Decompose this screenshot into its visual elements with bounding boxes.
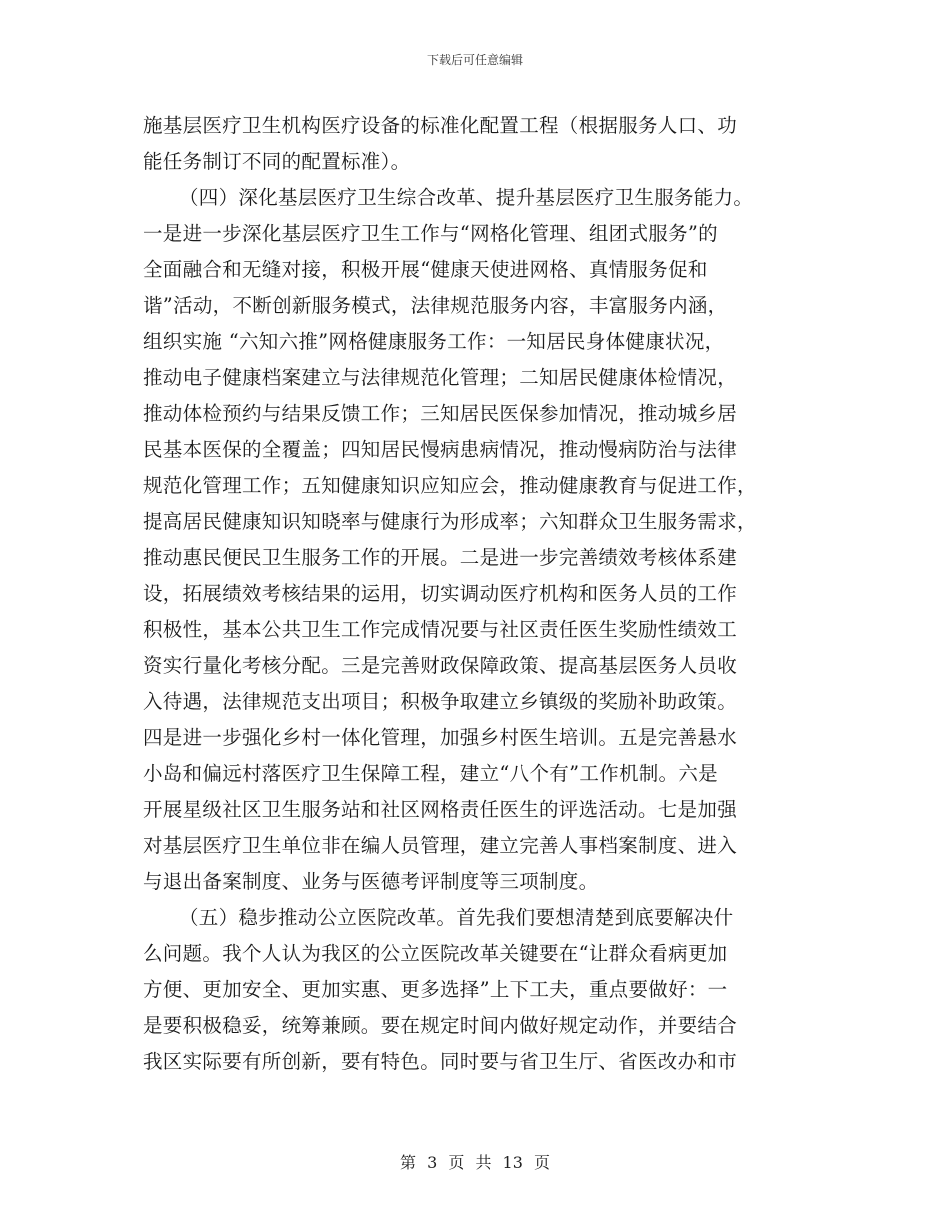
text-line: 对基层医疗卫生单位非在编人员管理，建立完善人事档案制度、进入 xyxy=(143,834,738,857)
text-line: 能任务制订不同的配置标准）。 xyxy=(143,150,411,173)
paragraph-start-line: （四）深化基层医疗卫生综合改革、提升基层医疗卫生服务能力。 xyxy=(179,186,754,209)
text-line: 开展星级社区卫生服务站和社区网格责任医生的评选活动。七是加强 xyxy=(143,798,738,821)
paragraph-start-line: （五）稳步推动公立医院改革。首先我们要想清楚到底要解决什 xyxy=(179,906,734,929)
text-line: 全面融合和无缝对接，积极开展“健康天使进网格、真情服务促和 xyxy=(143,258,708,281)
page-number-footer: 第 3 页 共 13 页 xyxy=(400,1153,550,1172)
page-header: 下载后可任意编辑 xyxy=(426,53,523,67)
text-line: 推动电子健康档案建立与法律规范化管理；二知居民健康体检情况， xyxy=(143,366,738,389)
text-line: 我区实际要有所创新，要有特色。同时要与省卫生厅、省医改办和市 xyxy=(143,1050,738,1073)
text-line: 推动惠民便民卫生服务工作的开展。二是进一步完善绩效考核体系建 xyxy=(143,546,738,569)
text-line: 么问题。我个人认为我区的公立医院改革关键要在“让群众看病更加 xyxy=(143,942,728,965)
text-line: 推动体检预约与结果反馈工作；三知居民医保参加情况，推动城乡居 xyxy=(143,402,738,425)
text-line: 与退出备案制度、业务与医德考评制度等三项制度。 xyxy=(143,870,599,893)
text-line: 是要积极稳妥，统筹兼顾。要在规定时间内做好规定动作，并要结合 xyxy=(143,1014,738,1037)
text-line: 民基本医保的全覆盖；四知居民慢病患病情况，推动慢病防治与法律 xyxy=(143,438,738,461)
text-line: 四是进一步强化乡村一体化管理，加强乡村医生培训。五是完善悬水 xyxy=(143,726,738,749)
text-line: 一是进一步深化基层医疗卫生工作与“网格化管理、组团式服务”的 xyxy=(143,222,718,245)
text-line: 谐”活动，不断创新服务模式，法律规范服务内容，丰富服务内涵， xyxy=(143,294,728,317)
text-line: 施基层医疗卫生机构医疗设备的标准化配置工程（根据服务人口、功 xyxy=(143,114,738,137)
text-line: 组织实施 “六知六推”网格健康服务工作：一知居民身体健康状况， xyxy=(143,330,725,353)
document-body xyxy=(143,108,805,1080)
text-line: 方便、更加安全、更加实惠、更多选择”上下工夫，重点要做好：一 xyxy=(143,978,728,1001)
text-line: 提高居民健康知识知晓率与健康行为形成率；六知群众卫生服务需求， xyxy=(143,510,757,533)
text-line: 资实行量化考核分配。三是完善财政保障政策、提高基层医务人员收 xyxy=(143,654,738,677)
text-line: 规范化管理工作；五知健康知识应知应会，推动健康教育与促进工作， xyxy=(143,474,757,497)
text-line: 积极性，基本公共卫生工作完成情况要与社区责任医生奖励性绩效工 xyxy=(143,618,738,641)
text-line: 设，拓展绩效考核结果的运用，切实调动医疗机构和医务人员的工作 xyxy=(143,582,738,605)
text-line: 小岛和偏远村落医疗卫生保障工程，建立“八个有”工作机制。六是 xyxy=(143,762,718,785)
text-line: 入待遇，法律规范支出项目；积极争取建立乡镇级的奖励补助政策。 xyxy=(143,690,738,713)
